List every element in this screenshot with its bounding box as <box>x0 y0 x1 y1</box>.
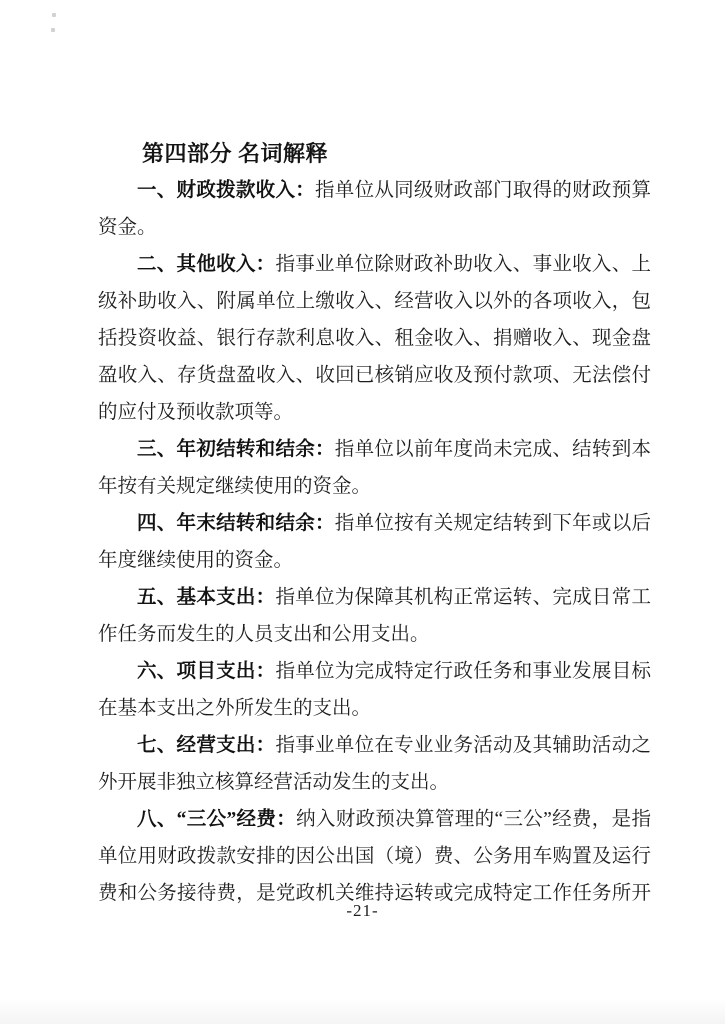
term-label: 七、经营支出： <box>137 735 276 756</box>
text-line: 一、财政拨款收入：指单位从同级财政部门取得的财政预算 <box>137 180 651 201</box>
text-line: 二、其他收入：指事业单位除财政补助收入、事业收入、上 <box>137 254 651 275</box>
term-label: 八、“三公”经费： <box>137 809 297 830</box>
text-line: 括投资收益、银行存款利息收入、租金收入、捐赠收入、现金盘 <box>98 328 651 349</box>
section-heading: 第四部分 名词解释 <box>142 141 329 166</box>
text-line: 外开展非独立核算经营活动发生的支出。 <box>98 772 450 793</box>
text-line: 费和公务接待费，是党政机关维持运转或完成特定工作任务所开 <box>98 883 651 904</box>
text-line: 作任务而发生的人员支出和公用支出。 <box>98 624 430 645</box>
term-label: 一、财政拨款收入： <box>137 180 316 201</box>
text-line: 的应付及预收款项等。 <box>98 402 294 423</box>
text-line: 八、“三公”经费：纳入财政预决算管理的“三公”经费，是指 <box>137 809 651 830</box>
scan-speck <box>52 13 56 17</box>
text-line: 单位用财政拨款安排的因公出国（境）费、公务用车购置及运行 <box>98 846 651 867</box>
page-number: -21- <box>346 901 379 920</box>
scan-shadow <box>0 998 725 1024</box>
text-line: 五、基本支出：指单位为保障其机构正常运转、完成日常工 <box>137 587 651 608</box>
text-line: 资金。 <box>98 217 157 238</box>
term-label: 三、年初结转和结余： <box>137 439 335 460</box>
term-label: 二、其他收入： <box>137 254 276 275</box>
text-line: 盈收入、存货盘盈收入、收回已核销应收及预付款项、无法偿付 <box>98 365 651 386</box>
text-line: 年按有关规定继续使用的资金。 <box>98 476 372 497</box>
text-line: 在基本支出之外所发生的支出。 <box>98 698 372 719</box>
text-line: 三、年初结转和结余：指单位以前年度尚未完成、结转到本 <box>137 439 651 460</box>
text-line: 四、年末结转和结余：指单位按有关规定结转到下年或以后 <box>137 513 651 534</box>
text-line: 七、经营支出：指事业单位在专业业务活动及其辅助活动之 <box>137 735 651 756</box>
glossary-paragraphs <box>98 172 651 912</box>
term-label: 六、项目支出： <box>137 661 276 682</box>
scan-speck <box>51 28 55 32</box>
term-label: 四、年末结转和结余： <box>137 513 335 534</box>
term-label: 五、基本支出： <box>137 587 276 608</box>
text-line: 级补助收入、附属单位上缴收入、经营收入以外的各项收入，包 <box>98 291 651 312</box>
text-line: 年度继续使用的资金。 <box>98 550 294 571</box>
text-line: 六、项目支出：指单位为完成特定行政任务和事业发展目标 <box>137 661 651 682</box>
document-body <box>98 135 651 912</box>
